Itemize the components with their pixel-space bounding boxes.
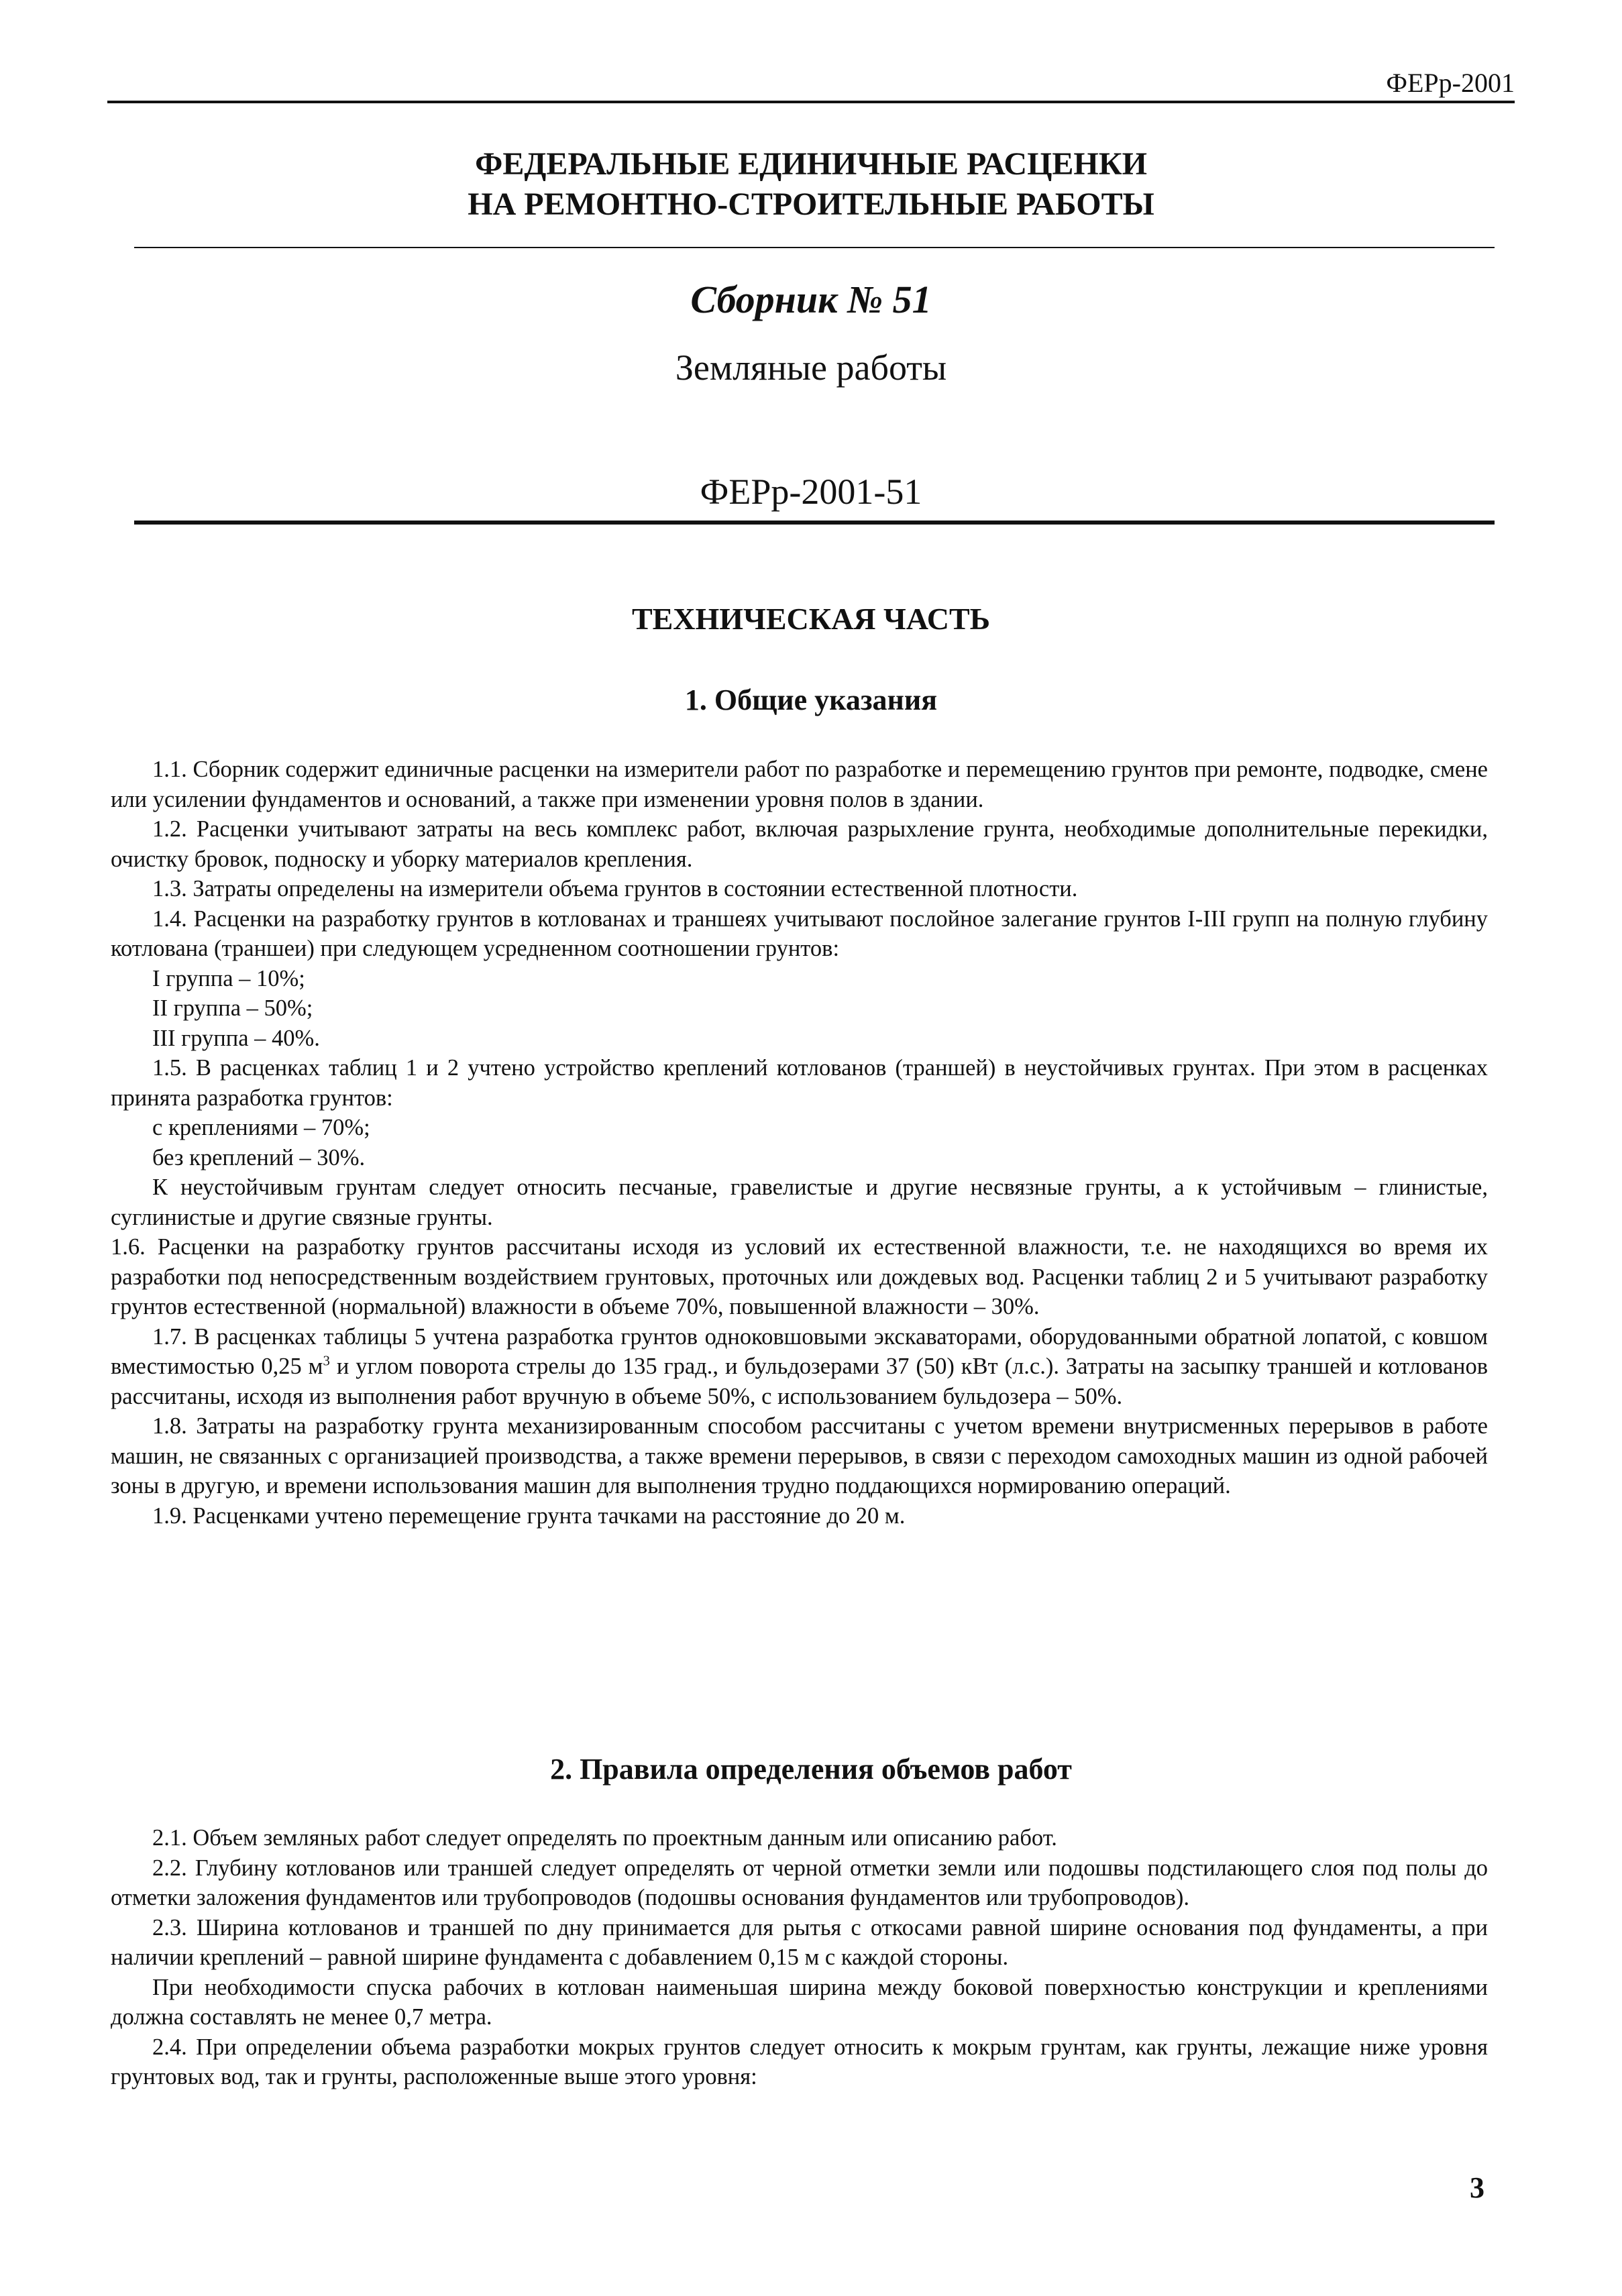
paragraph-1-8: 1.8. Затраты на разработку грунта механизированным способом рассчитаны с учетом времени внутрисменных перерывов в работе машин, не связанных с организацией производства, а также времени перерывов, в связи с переходом самоходных машин из одной рабочей зоны в другую, и времени использования машин для выполнения трудно поддающихся нормированию операций. [111,1413,1488,1498]
page-number: 3 [1470,2171,1484,2204]
paragraph-1-7-part-b: и углом поворота стрелы до 135 град., и бульдозерами 37 (50) кВт (л.с.). Затраты на засыпку траншей и котлованов рассчитаны, исходя из выполнения работ вручную в объеме 50%, с использованием бульдозера – 50%. [111,1354,1489,1409]
paragraph-1-6: 1.6. Расценки на разработку грунтов рассчитаны исходя из условий их естественной влажности, т.е. не находящихся во время их разработки под непосредственным воздействием грунтовых, проточных или дождевых вод. Расценки таблиц 2 и 5 учитывают разработку грунтов естественной (нормальной) влажности в объеме 70%, повышенной влажности – 30%. [111,1234,1488,1319]
without-supports-share: без креплений – 30%. [152,1144,366,1170]
paragraph-2-3: 2.3. Ширина котлованов и траншей по дну принимается для рытья с откосами равной ширине основания под фундаменты, а при наличии креплений – равной ширине фундамента с добавлением 0,15 м с каждой стороны. [111,1914,1488,1970]
soil-group-2: II группа – 50%; [152,995,313,1021]
running-header: ФЕРр-2001 [107,67,1515,103]
collection-code: ФЕРр-2001-51 [700,472,922,512]
main-title [107,144,1515,225]
main-title-line-1: ФЕДЕРАЛЬНЫЕ ЕДИНИЧНЫЕ РАСЦЕНКИ [475,146,1147,182]
technical-part-title: ТЕХНИЧЕСКАЯ ЧАСТЬ [631,602,991,636]
paragraph-1-2: 1.2. Расценки учитывают затраты на весь комплекс работ, включая разрыхление грунта, необходимые дополнительные перекидки, очистку бровок, подноску и уборку материалов крепления. [111,816,1488,872]
paragraph-unstable-soils: К неустойчивым грунтам следует относить песчаные, гравелистые и другие несвязные грунты, а к устойчивым – глинистые, суглинистые и другие связные грунты. [111,1174,1488,1230]
section-2-title: 2. Правила определения объемов работ [550,1753,1072,1786]
paragraph-2-2: 2.2. Глубину котлованов или траншей следует определять от черной отметки земли или подошвы подстилающего слоя под полы до отметки заложения фундаментов или трубопроводов (подошвы основания фундаментов или трубопроводов). [111,1855,1488,1910]
collection-title: Сборник № 51 [690,278,932,321]
paragraph-1-5: 1.5. В расценках таблиц 1 и 2 учтено устройство креплений котлованов (траншей) в неустойчивых грунтах. При этом в расценках принята разработка грунтов: [111,1055,1488,1111]
section-1-title: 1. Общие указания [684,684,938,716]
collection-subject: Земляные работы [675,347,947,388]
soil-group-3: III группа – 40%. [152,1025,320,1051]
paragraph-2-3-continued: При необходимости спуска рабочих в котлован наименьшая ширина между боковой поверхностью конструкции и креплениями должна составлять не менее 0,7 метра. [111,1974,1488,2030]
cubic-superscript: 3 [323,1354,330,1369]
paragraph-2-4: 2.4. При определении объема разработки мокрых грунтов следует относить к мокрым грунтам, как грунты, лежащие ниже уровня грунтовых вод, так и грунты, расположенные выше этого уровня: [111,2034,1488,2089]
paragraph-1-7-part-a: 1.7. В расценках таблицы 5 учтена разработка грунтов одноковшовыми экскаваторами, оборудованными обратной лопатой, с ковшом вместимостью 0,25 м [111,1323,1488,1379]
paragraph-1-9: 1.9. Расценками учтено перемещение грунта тачками на расстояние до 20 м. [152,1502,906,1529]
paragraph-1-1: 1.1. Сборник содержит единичные расценки на измерители работ по разработке и перемещению грунтов при ремонте, подводке, смене или усилении фундаментов и оснований, а также при изменении уровня полов в здании. [111,757,1488,812]
paragraph-1-7 [111,1322,1488,1412]
section-1-body [111,755,1488,1531]
paragraph-2-1: 2.1. Объем земляных работ следует определять по проектным данным или описанию работ. [152,1825,1057,1851]
paragraph-1-3: 1.3. Затраты определены на измерители объема грунтов в состоянии естественной плотности. [152,876,1078,901]
main-title-line-2: НА РЕМОНТНО-СТРОИТЕЛЬНЫЕ РАБОТЫ [468,186,1154,222]
with-supports-share: с креплениями – 70%; [152,1115,370,1140]
section-2-body [111,1823,1488,2092]
code-divider [134,521,1495,525]
soil-group-1: I группа – 10%; [152,965,305,991]
paragraph-1-4: 1.4. Расценки на разработку грунтов в котлованах и траншеях учитывают послойное залегание грунтов I-III групп на полную глубину котлована (траншеи) при следующем усредненном соотношении грунтов: [111,906,1488,961]
title-divider [134,247,1495,248]
